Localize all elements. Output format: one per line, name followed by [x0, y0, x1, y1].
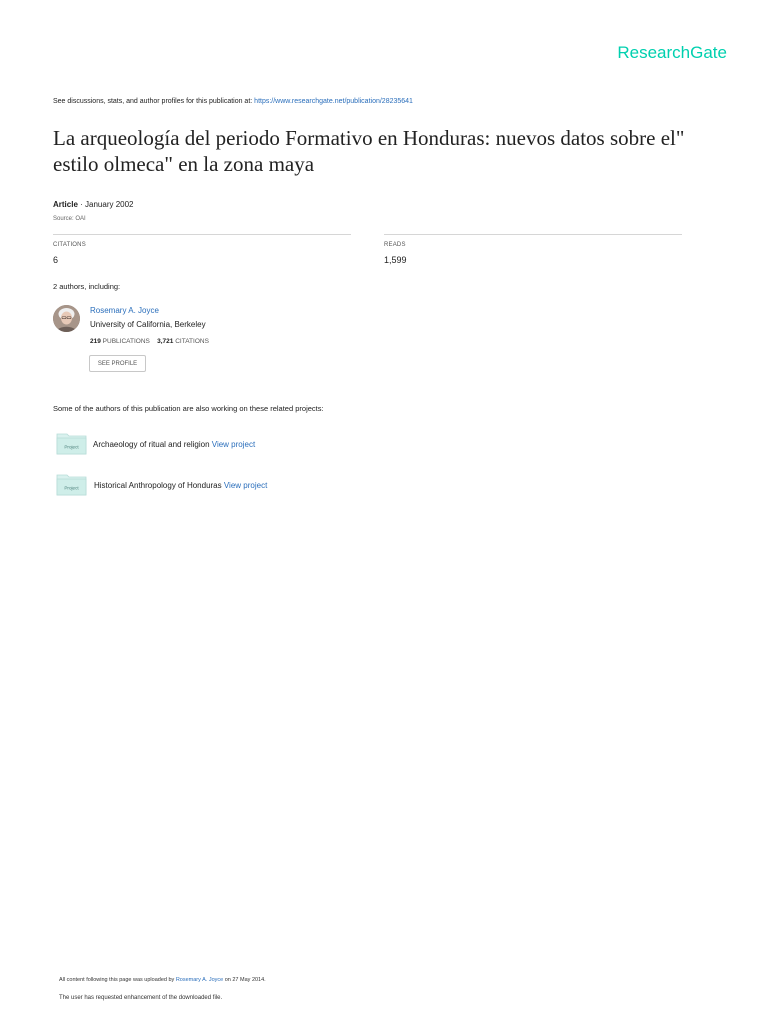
related-projects-heading: Some of the authors of this publication are also working on these related projects:	[53, 404, 324, 413]
author-stats	[90, 338, 209, 345]
project-folder-icon	[56, 472, 87, 501]
folder-icon	[56, 431, 87, 455]
reads-divider	[384, 234, 682, 235]
publication-meta	[53, 200, 134, 209]
citations-value: 6	[53, 255, 59, 265]
project-name: Historical Anthropology of Honduras	[94, 481, 222, 490]
see-discussions-text: See discussions, stats, and author profiles for this publication at:	[53, 98, 255, 105]
uploader-link[interactable]: Rosemary A. Joyce	[175, 977, 224, 983]
author-institution: University of California, Berkeley	[90, 320, 206, 329]
upload-note-suffix: on 27 May 2014.	[223, 977, 266, 983]
researchgate-logo[interactable]: ResearchGate	[617, 43, 727, 62]
project-name: Archaeology of ritual and religion	[93, 440, 210, 449]
folder-icon	[56, 472, 87, 496]
publication-date: · January 2002	[80, 200, 134, 209]
project-item	[94, 481, 267, 490]
author-avatar[interactable]	[53, 305, 80, 332]
author-publications-label: PUBLICATIONS	[102, 338, 150, 345]
project-icon-label: Project	[64, 485, 79, 491]
upload-note-prefix: All content following this page was uploaded by	[59, 977, 176, 983]
project-folder-icon	[56, 431, 87, 460]
publication-title: La arqueología del periodo Formativo en Honduras: nuevos datos sobre el" estilo olmeca" en la zona maya	[53, 126, 685, 176]
view-project-link[interactable]: View project	[211, 440, 256, 449]
see-discussions-line	[53, 98, 413, 105]
citations-divider	[53, 234, 351, 235]
citations-label: CITATIONS	[53, 242, 86, 248]
reads-value: 1,599	[384, 255, 407, 265]
publication-url-link[interactable]: https://www.researchgate.net/publication/28235641	[254, 98, 413, 105]
project-item	[93, 440, 255, 449]
upload-note	[59, 977, 266, 983]
enhancement-note: The user has requested enhancement of the downloaded file.	[59, 995, 223, 1001]
author-citations-count: 3,721	[157, 338, 174, 345]
authors-heading: 2 authors, including:	[53, 282, 121, 291]
author-publications-count: 219	[90, 338, 101, 345]
avatar-portrait-icon	[53, 305, 80, 332]
author-name-link[interactable]: Rosemary A. Joyce	[90, 306, 159, 315]
reads-label: READS	[384, 242, 406, 248]
publication-type: Article	[53, 200, 78, 209]
project-icon-label: Project	[64, 444, 79, 450]
view-project-link[interactable]: View project	[223, 481, 268, 490]
see-profile-button[interactable]: SEE PROFILE	[89, 355, 146, 372]
publication-source: Source: OAI	[53, 216, 86, 222]
author-citations-label: CITATIONS	[175, 338, 209, 345]
